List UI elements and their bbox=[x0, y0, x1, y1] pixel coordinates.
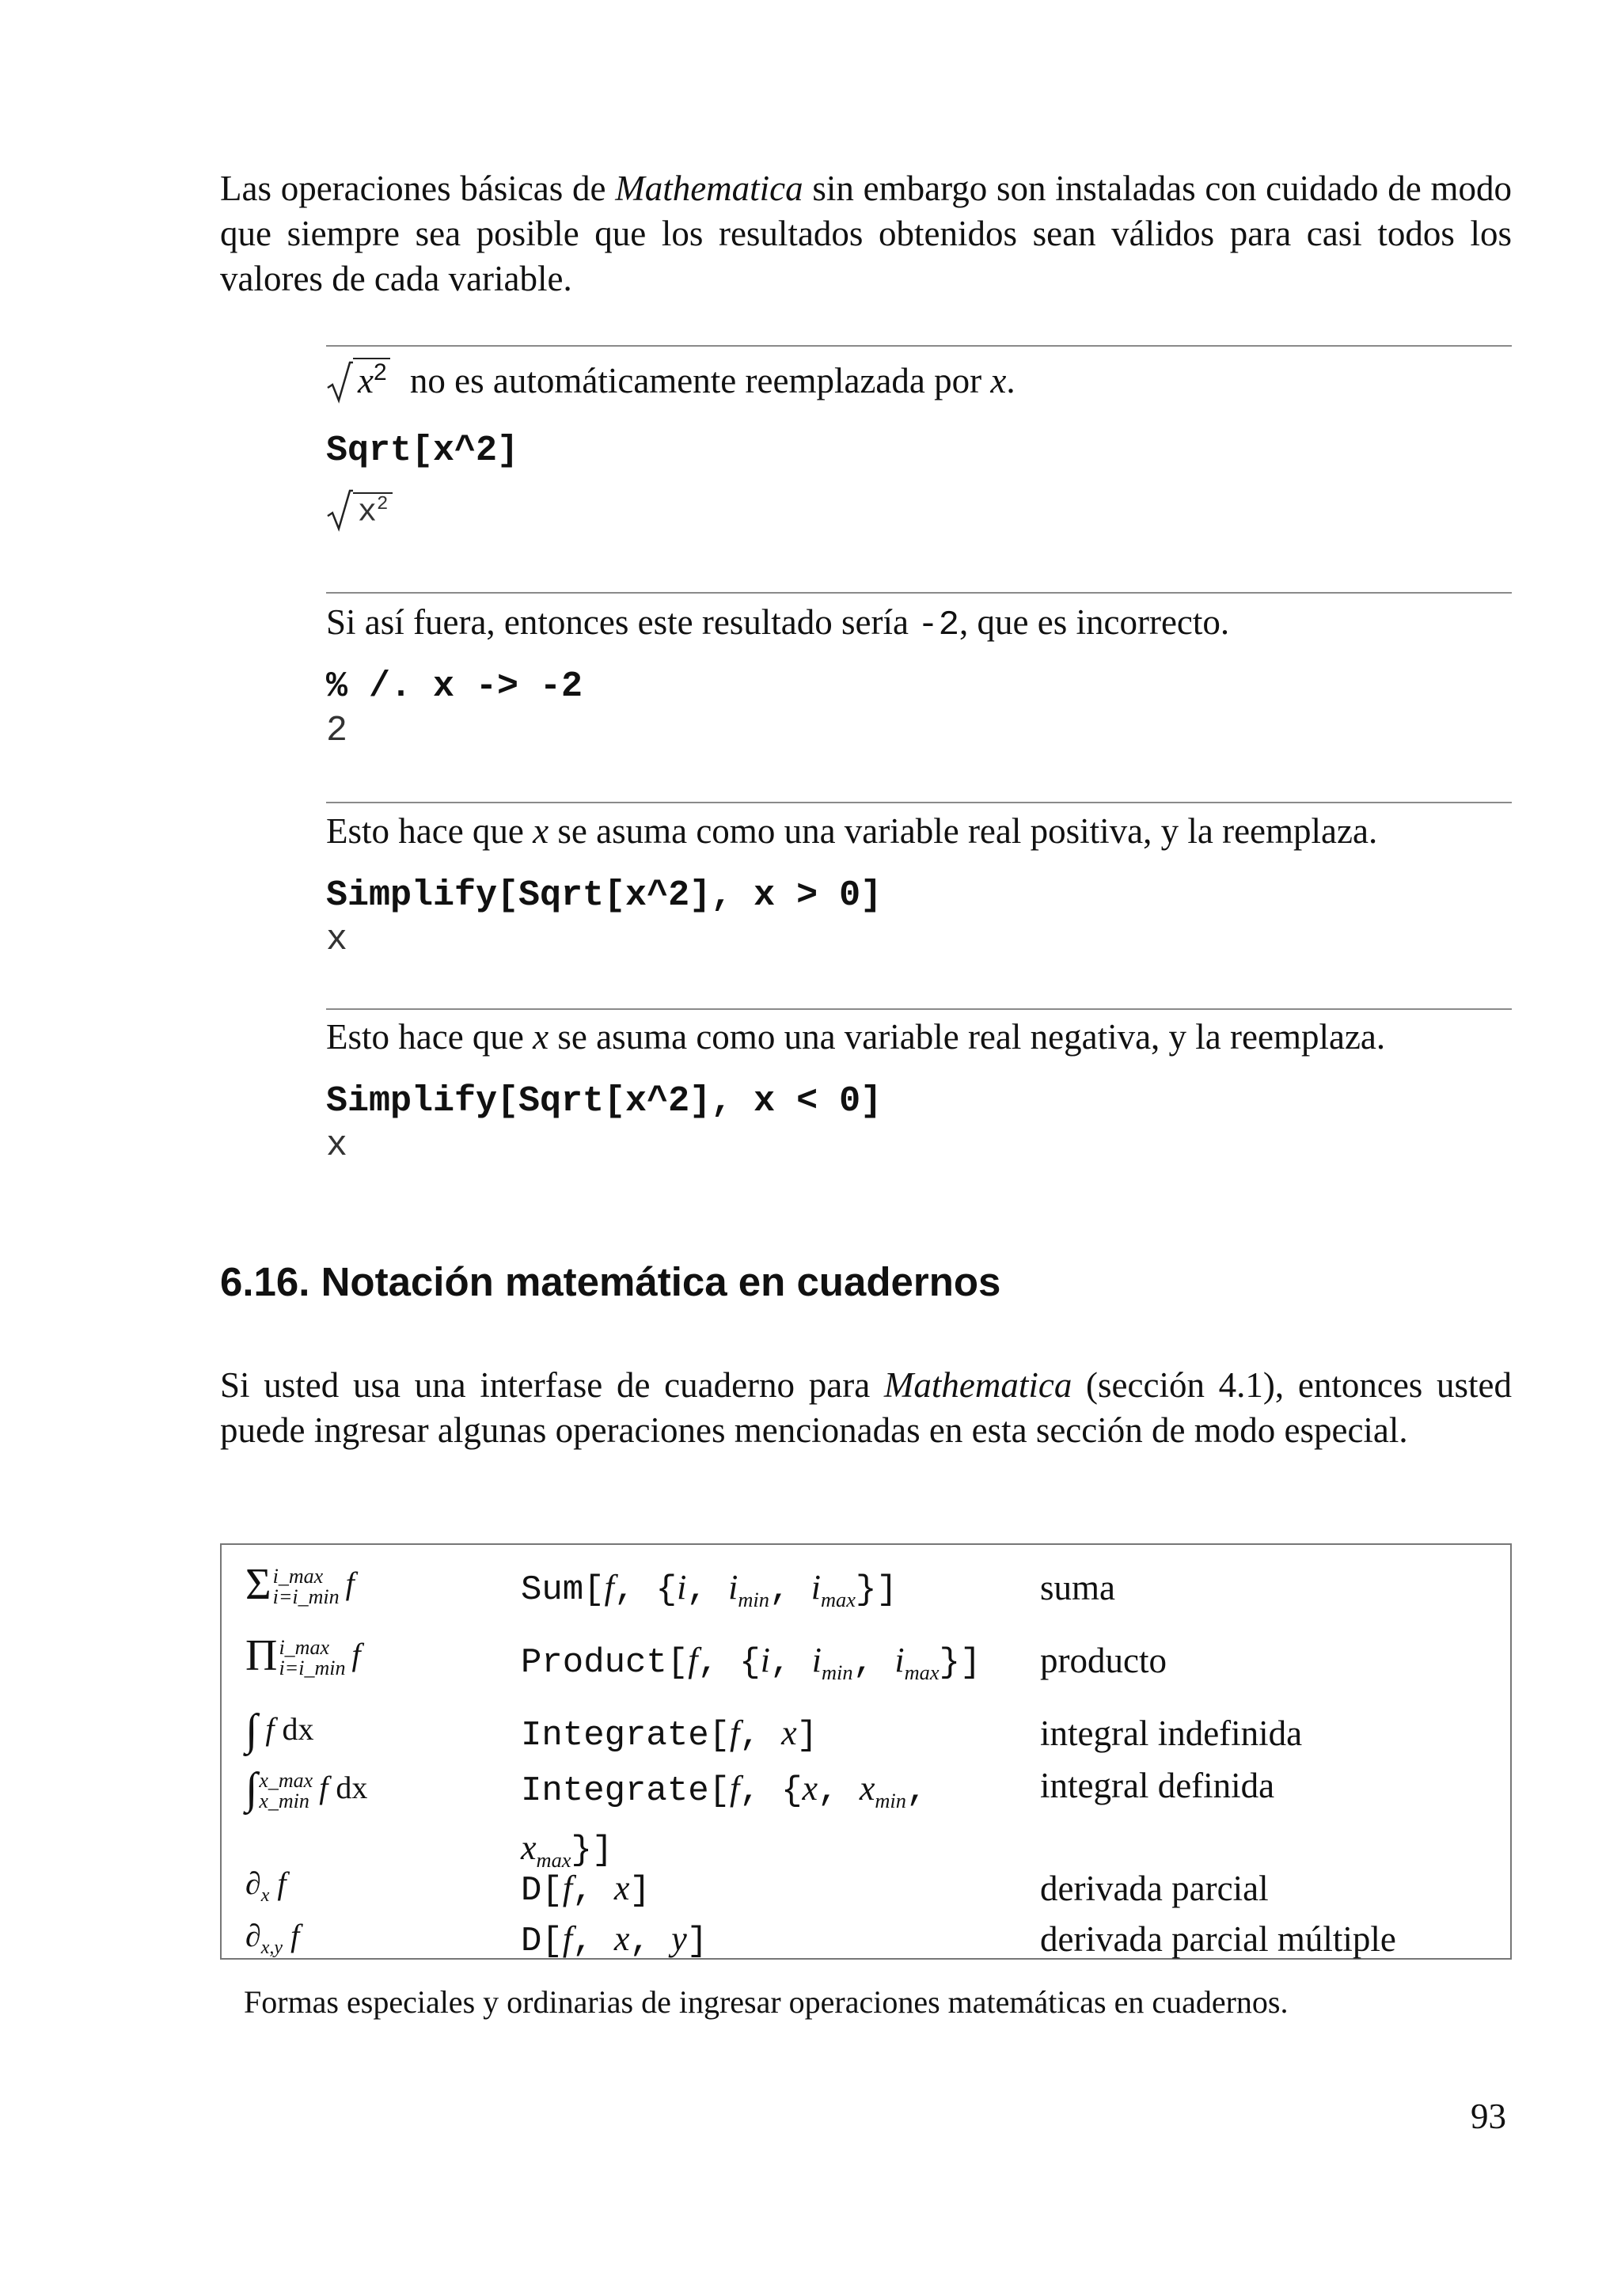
code-close: ] bbox=[629, 1871, 651, 1911]
table-row bbox=[222, 1914, 1510, 1961]
lower-limit: x_min bbox=[259, 1789, 309, 1812]
code-sub: min bbox=[738, 1587, 769, 1611]
code-arg: f bbox=[562, 1869, 573, 1907]
code-head: Integrate[ bbox=[521, 1716, 731, 1755]
example-divider-1 bbox=[326, 345, 1512, 347]
differential: dx bbox=[282, 1711, 314, 1747]
lower-limit: i=i_min bbox=[279, 1656, 346, 1679]
partial-icon: ∂ bbox=[245, 1918, 261, 1953]
example-caption-4 bbox=[326, 1016, 1385, 1057]
code-close: }] bbox=[939, 1643, 981, 1683]
code-head: Sum[ bbox=[521, 1570, 605, 1610]
sum-notation bbox=[245, 1559, 355, 1610]
integrand: f bbox=[265, 1711, 275, 1747]
section-emphasis: Mathematica bbox=[883, 1365, 1072, 1405]
code-input-1[interactable]: Sqrt[x^2] bbox=[326, 431, 519, 471]
section-heading: 6.16. Notación matemática en cuadernos bbox=[220, 1259, 1001, 1304]
integral-icon: ∫ bbox=[245, 1764, 258, 1813]
example-divider-2 bbox=[326, 592, 1512, 594]
product-code bbox=[521, 1640, 981, 1685]
multiple-partial-notation bbox=[245, 1917, 299, 1959]
table-row bbox=[222, 1759, 1510, 1872]
page-number: 93 bbox=[1471, 2097, 1506, 2136]
sum-icon: Σ bbox=[245, 1560, 271, 1609]
partial-subscript: x,y bbox=[260, 1937, 283, 1958]
code-head: Integrate[ bbox=[521, 1771, 731, 1811]
caption-end: . bbox=[1006, 361, 1015, 400]
example-divider-4 bbox=[326, 1008, 1512, 1010]
caption-end: se asuma como una variable real negativa, y la reemplaza. bbox=[549, 1017, 1386, 1057]
example-caption-2 bbox=[326, 602, 1229, 645]
code-output-2: 2 bbox=[326, 711, 348, 751]
caption-end: se asuma como una variable real positiva, y la reemplaza. bbox=[549, 811, 1378, 851]
definite-integral-notation bbox=[245, 1763, 367, 1814]
section-text-1: Si usted usa una interfase de cuaderno para bbox=[220, 1365, 884, 1405]
code-sep: , bbox=[769, 1570, 811, 1610]
code-arg: x bbox=[859, 1769, 875, 1808]
upper-limit: i_max bbox=[279, 1635, 329, 1659]
multiple-partial-description: derivada parcial múltiple bbox=[1040, 1919, 1396, 1959]
sqrt-radical-icon bbox=[326, 359, 353, 404]
upper-limit: x_max bbox=[259, 1768, 313, 1792]
caption-text: Esto hace que bbox=[326, 811, 533, 851]
code-sep: , bbox=[572, 1922, 614, 1961]
factor: f bbox=[351, 1637, 361, 1672]
code-arg: i bbox=[760, 1641, 770, 1679]
code-sep: , bbox=[739, 1716, 782, 1755]
code-arg: f bbox=[562, 1919, 573, 1958]
table-caption: Formas especiales y ordinarias de ingresar operaciones matemáticas en cuadernos. bbox=[244, 1984, 1289, 2020]
code-head: Product[ bbox=[521, 1643, 689, 1683]
code-arg: i bbox=[894, 1641, 905, 1679]
notation-table bbox=[220, 1543, 1512, 1960]
code-input-3[interactable]: Simplify[Sqrt[x^2], x > 0] bbox=[326, 875, 883, 916]
code-arg: i bbox=[811, 1641, 822, 1679]
integrand: f bbox=[319, 1770, 328, 1805]
code-arg: i bbox=[810, 1568, 821, 1607]
table-row bbox=[222, 1705, 1510, 1759]
multiple-partial-code bbox=[521, 1918, 708, 1961]
sqrt-radicand: x bbox=[358, 361, 374, 400]
summand: f bbox=[345, 1565, 355, 1601]
code-sep: , bbox=[818, 1771, 860, 1811]
function-symbol: f bbox=[277, 1865, 287, 1901]
code-sep: , { bbox=[697, 1643, 761, 1683]
code-sep: , bbox=[686, 1570, 729, 1610]
example-caption-1 bbox=[326, 358, 1015, 401]
code-head: D[ bbox=[521, 1922, 563, 1961]
caption-text: Si así fuera, entonces este resultado sería bbox=[326, 602, 918, 642]
sqrt-exponent: 2 bbox=[373, 359, 387, 385]
code-arg: f bbox=[688, 1641, 698, 1679]
code-arg: i bbox=[677, 1568, 687, 1607]
code-arg: f bbox=[604, 1568, 614, 1607]
sqrt-expression bbox=[326, 358, 390, 401]
table-row bbox=[222, 1630, 1510, 1702]
caption-variable: x bbox=[533, 1017, 549, 1057]
caption-variable: x bbox=[533, 811, 549, 851]
code-close: ] bbox=[796, 1716, 818, 1755]
code-close: }] bbox=[855, 1570, 898, 1610]
code-sub: max bbox=[904, 1660, 940, 1684]
code-sub: min bbox=[821, 1660, 853, 1684]
code-arg: f bbox=[730, 1769, 740, 1808]
code-arg: f bbox=[730, 1713, 740, 1752]
table-row bbox=[222, 1559, 1510, 1630]
caption-text: Esto hace que bbox=[326, 1017, 533, 1057]
caption-end: , que es incorrecto. bbox=[959, 602, 1230, 642]
caption-text: no es automáticamente reemplazada por bbox=[401, 361, 991, 400]
code-sub: min bbox=[875, 1788, 906, 1812]
differential: dx bbox=[336, 1770, 368, 1805]
product-notation bbox=[245, 1630, 361, 1681]
example-divider-3 bbox=[326, 802, 1512, 803]
section-paragraph bbox=[220, 1363, 1512, 1453]
intro-text-2: sin embargo son instaladas con cuidado de modo que siempre sea posible que los resultados obtenidos sean válidos para casi todos los valores de cada variable. bbox=[220, 169, 1512, 298]
product-description: producto bbox=[1040, 1641, 1167, 1680]
code-sep: , bbox=[905, 1771, 928, 1811]
output-exponent: 2 bbox=[377, 493, 389, 515]
partial-derivative-description: derivada parcial bbox=[1040, 1869, 1269, 1908]
code-arg: x bbox=[613, 1869, 630, 1907]
partial-icon: ∂ bbox=[245, 1865, 261, 1901]
section-text-2: (sección 4.1), entonces usted puede ingresar algunas operaciones mencionadas en esta sección de modo especial. bbox=[220, 1365, 1512, 1450]
integral-icon: ∫ bbox=[245, 1706, 258, 1755]
integral-description: integral indefinida bbox=[1040, 1713, 1303, 1753]
intro-text-1: Las operaciones básicas de bbox=[220, 169, 616, 208]
integral-code bbox=[521, 1713, 818, 1755]
caption-variable: x bbox=[990, 361, 1007, 400]
code-sep: , bbox=[852, 1643, 895, 1683]
sqrt-radical-icon bbox=[326, 488, 353, 532]
intro-emphasis: Mathematica bbox=[615, 169, 803, 208]
intro-paragraph bbox=[220, 166, 1512, 302]
code-arg: x bbox=[802, 1769, 818, 1808]
code-sub: max bbox=[536, 1847, 571, 1872]
code-output-1 bbox=[326, 488, 393, 530]
partial-subscript: x bbox=[260, 1885, 270, 1906]
code-close: ] bbox=[686, 1922, 708, 1961]
code-sep: , bbox=[572, 1871, 614, 1911]
caption-code: -2 bbox=[917, 605, 960, 645]
example-caption-3 bbox=[326, 810, 1377, 852]
code-output-3: x bbox=[326, 920, 348, 960]
code-sep: , bbox=[629, 1922, 672, 1961]
sum-description: suma bbox=[1040, 1568, 1115, 1607]
code-sep: , bbox=[769, 1643, 812, 1683]
output-radicand: x bbox=[358, 495, 378, 530]
code-input-2[interactable]: % /. x -> -2 bbox=[326, 666, 583, 707]
code-arg: x bbox=[521, 1827, 537, 1867]
code-input-4[interactable]: Simplify[Sqrt[x^2], x < 0] bbox=[326, 1081, 883, 1121]
function-symbol: f bbox=[290, 1918, 300, 1953]
code-output-4: x bbox=[326, 1125, 348, 1166]
code-close: }] bbox=[571, 1830, 613, 1870]
upper-limit: i_max bbox=[272, 1564, 324, 1588]
table-row bbox=[222, 1861, 1510, 1912]
code-arg: x bbox=[781, 1713, 797, 1752]
integral-notation bbox=[245, 1705, 313, 1755]
definite-integral-description: integral definida bbox=[1040, 1766, 1275, 1805]
partial-derivative-notation bbox=[245, 1865, 287, 1907]
product-icon: Π bbox=[245, 1631, 278, 1680]
code-sep: , { bbox=[739, 1771, 803, 1811]
code-sub: max bbox=[821, 1587, 856, 1611]
code-sep: , { bbox=[613, 1570, 678, 1610]
code-arg: x bbox=[613, 1919, 630, 1958]
code-arg: i bbox=[728, 1568, 738, 1607]
lower-limit: i=i_min bbox=[272, 1584, 340, 1608]
code-arg: y bbox=[671, 1919, 687, 1958]
sum-code bbox=[521, 1567, 898, 1612]
code-head: D[ bbox=[521, 1871, 563, 1911]
partial-derivative-code bbox=[521, 1868, 651, 1911]
